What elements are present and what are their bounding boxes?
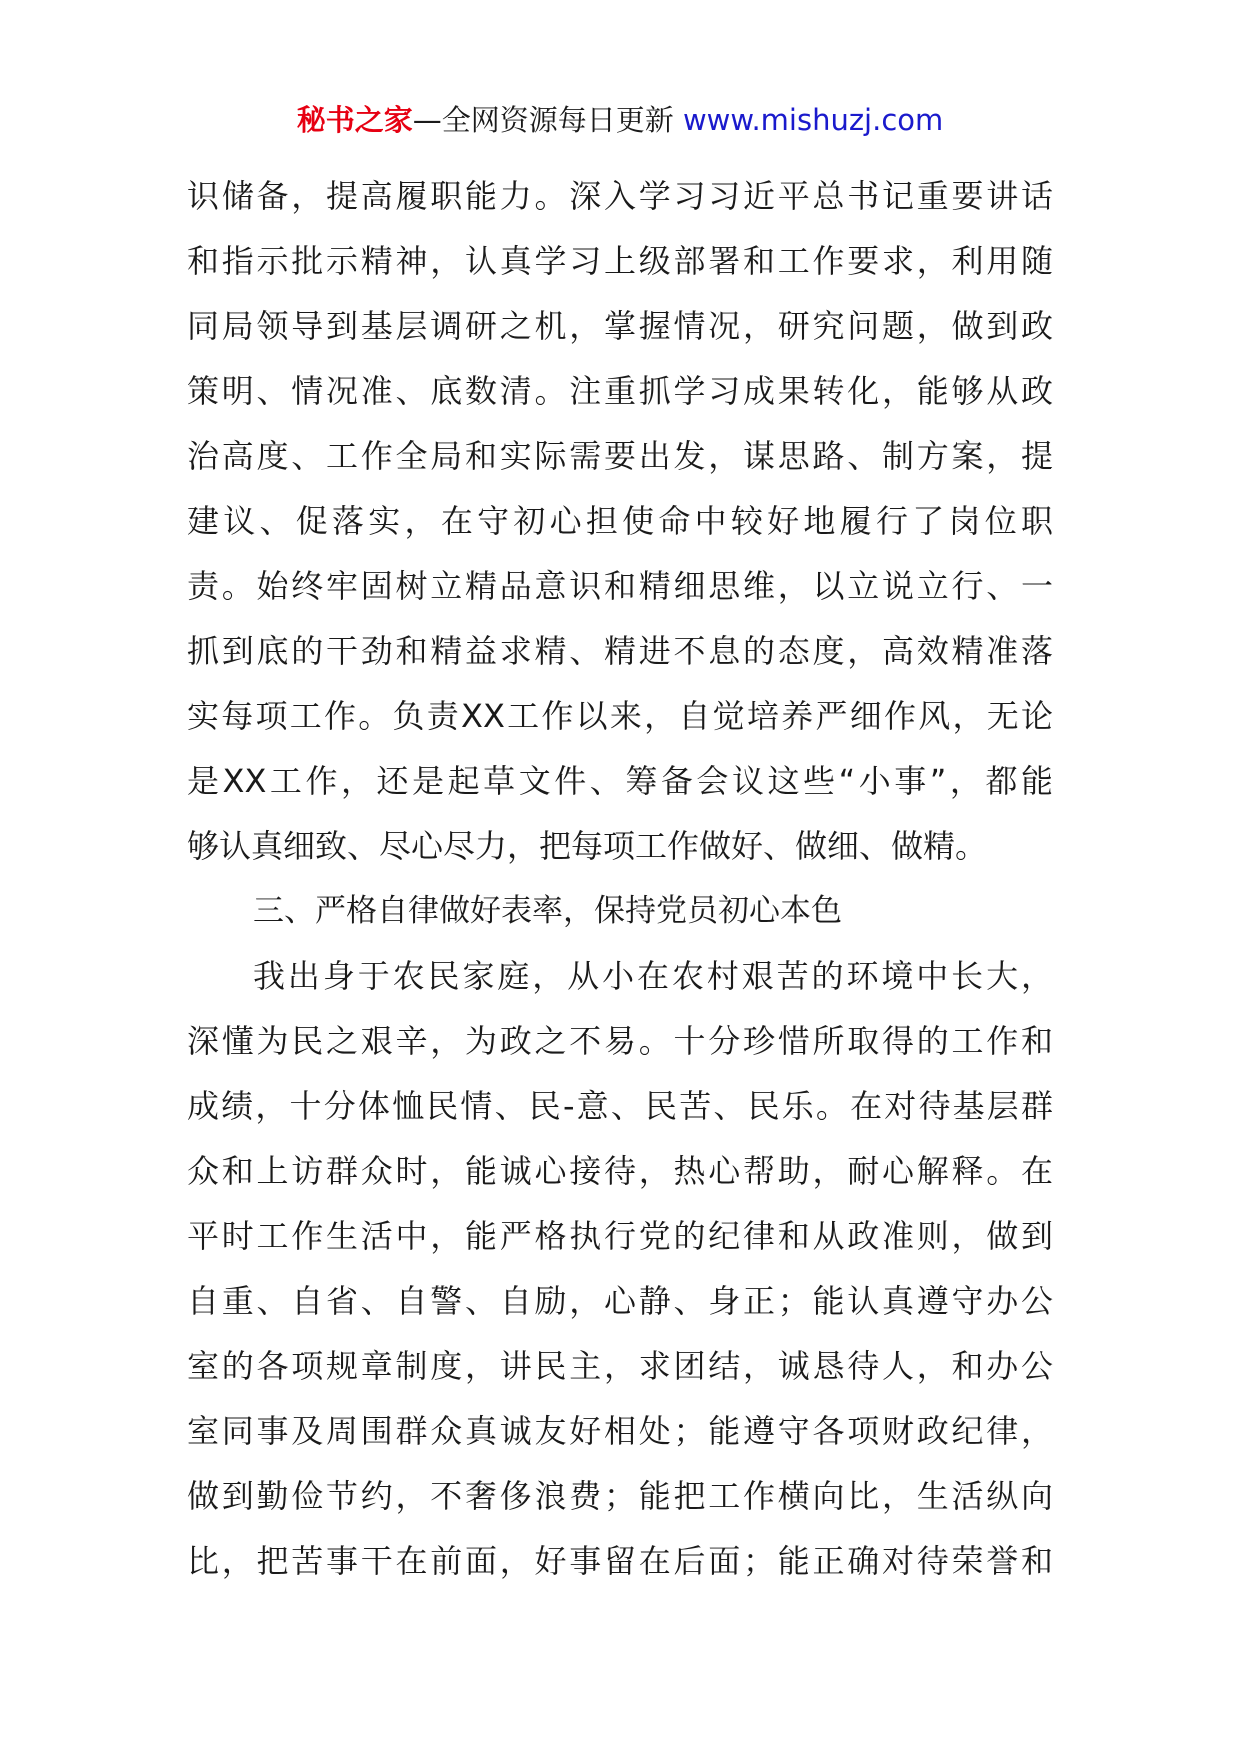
text-line: 深懂为民之艰辛，为政之不易。十分珍惜所取得的工作和: [187, 1022, 1053, 1060]
text-line: 平时工作生活中，能严格执行党的纪律和从政准则，做到: [187, 1217, 1053, 1255]
text-line: 众和上访群众时，能诚心接待，热心帮助，耐心解释。在: [187, 1152, 1053, 1190]
text-line: 够认真细致、尽心尽力，把每项工作做好、做细、做精。: [187, 827, 988, 865]
text-line: 和指示批示精神，认真学习上级部署和工作要求，利用随: [187, 242, 1053, 280]
text-line: 抓到底的干劲和精益求精、精进不息的态度，高效精准落: [187, 632, 1053, 670]
text-line: 自重、自省、自警、自励，心静、身正；能认真遵守办公: [187, 1282, 1053, 1320]
text-line: 是XX工作，还是起草文件、筹备会议这些“小事”，都能: [187, 762, 1053, 800]
document-body: [187, 164, 1053, 1594]
text-line: 策明、情况准、底数清。注重抓学习成果转化，能够从政: [187, 372, 1053, 410]
header-tagline: —全网资源每日更新: [412, 103, 674, 137]
text-line: 治高度、工作全局和实际需要出发，谋思路、制方案，提: [187, 437, 1053, 475]
text-line: 责。始终牢固树立精品意识和精细思维，以立说立行、一: [187, 567, 1053, 605]
text-line: 识储备，提高履职能力。深入学习习近平总书记重要讲话: [187, 177, 1053, 215]
page-header: [0, 100, 1240, 140]
text-line: 建议、促落实，在守初心担使命中较好地履行了岗位职: [187, 502, 1053, 540]
paragraph-continued: [187, 164, 1053, 879]
text-line: 比，把苦事干在前面，好事留在后面；能正确对待荣誉和: [187, 1542, 1053, 1580]
text-line: 我出身于农民家庭，从小在农村艰苦的环境中长大，: [253, 957, 1053, 995]
website-link[interactable]: www.mishuzj.com: [682, 103, 944, 137]
text-line: 同局领导到基层调研之机，掌握情况，研究问题，做到政: [187, 307, 1053, 345]
text-line: 做到勤俭节约，不奢侈浪费；能把工作横向比，生活纵向: [187, 1477, 1053, 1515]
text-line: 实每项工作。负责XX工作以来，自觉培养严细作风，无论: [187, 697, 1053, 735]
paragraph: [187, 944, 1053, 1594]
section-heading: 三、严格自律做好表率，保持党员初心本色: [253, 893, 842, 929]
text-line: 室同事及周围群众真诚友好相处；能遵守各项财政纪律，: [187, 1412, 1053, 1450]
brand-name: 秘书之家: [296, 103, 413, 137]
text-line: 室的各项规章制度，讲民主，求团结，诚恳待人，和办公: [187, 1347, 1053, 1385]
text-line: 成绩，十分体恤民情、民-意、民苦、民乐。在对待基层群: [187, 1087, 1053, 1125]
